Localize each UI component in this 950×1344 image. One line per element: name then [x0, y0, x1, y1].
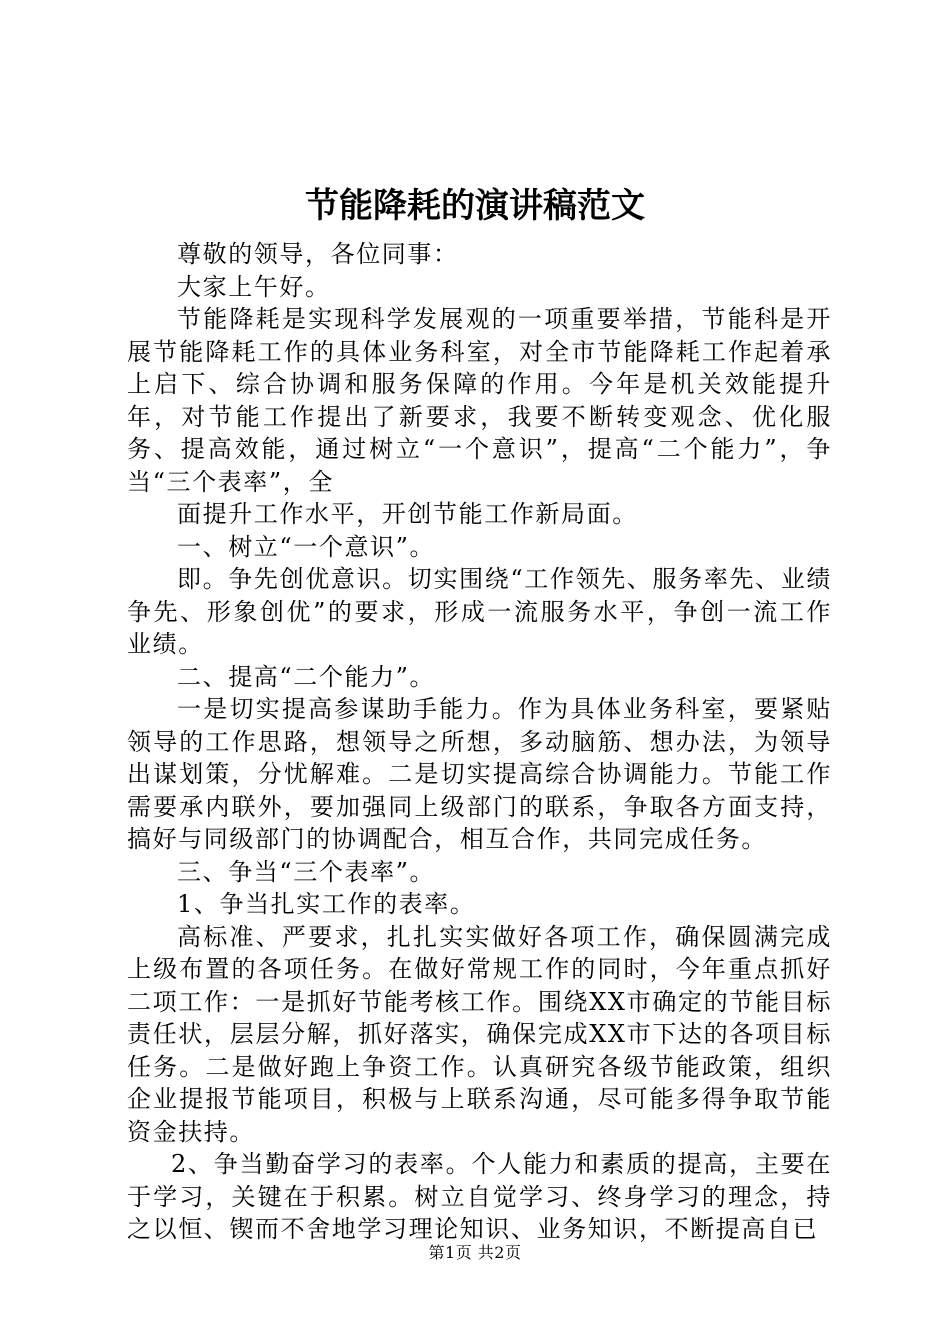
document-title: 节能降耗的演讲稿范文	[305, 186, 645, 226]
paragraph-diligent-study: 2、争当勤奋学习的表率。个人能力和素质的提高，主要在于学习，关键在于积累。树立自觉学习、终身学习的理念，持之以恒、锲而不舍地学习理论知识、业务知识，不断提高自已	[127, 1150, 832, 1243]
paragraph-salutation: 尊敬的领导，各位同事：	[177, 240, 459, 268]
paragraph-intro-continued: 面提升工作水平，开创节能工作新局面。	[177, 500, 638, 528]
paragraph-solid-work: 高标准、严要求，扎扎实实做好各项工作，确保圆满完成上级布置的各项任务。在做好常规工作的同时，今年重点抓好二项工作：一是抓好节能考核工作。围绕XX市确定的节能目标责任状，层层分解，抓好落实，确保完成XX市下达的各项目标任务。二是做好跑上争资工作。认真研究各级节能政策，组织企业提报节能项目，积极与上联系沟通，尽可能多得争取节能资金扶持。	[127, 922, 832, 1146]
page-footer: 第1页 共2页	[428, 1243, 522, 1262]
paragraph-abilities: 一是切实提高参谋助手能力。作为具体业务科室，要紧贴领导的工作思路，想领导之所想，多动脑筋、想办法，为领导出谋划策，分忧解难。二是切实提高综合协调能力。节能工作需要承内联外，要加强同上级部门的联系，争取各方面支持，搞好与同级部门的协调配合，相互合作，共同完成任务。	[127, 695, 832, 853]
paragraph-intro: 节能降耗是实现科学发展观的一项重要举措，节能科是开展节能降耗工作的具体业务科室，对全市节能降耗工作起着承上启下、综合协调和服务保障的作用。今年是机关效能提升年，对节能工作提出了新要求，我要不断转变观念、优化服务、提高效能，通过树立“一个意识”，提高“二个能力”，争当“三个表率”，全	[127, 305, 832, 496]
section-heading-three: 三、争当“三个表率”。	[177, 857, 436, 886]
paragraph-greeting: 大家上午好。	[177, 272, 331, 301]
section-heading-two: 二、提高“二个能力”。	[177, 662, 436, 691]
subheading-solid-work: 1、争当扎实工作的表率。	[177, 890, 476, 918]
document-body	[127, 238, 832, 1246]
section-heading-one: 一、树立“一个意识”。	[177, 532, 436, 561]
paragraph-awareness: 即。争先创优意识。切实围绕“工作领先、服务率先、业绩争先、形象创优”的要求，形成一流服务水平，争创一流工作业绩。	[127, 565, 832, 658]
